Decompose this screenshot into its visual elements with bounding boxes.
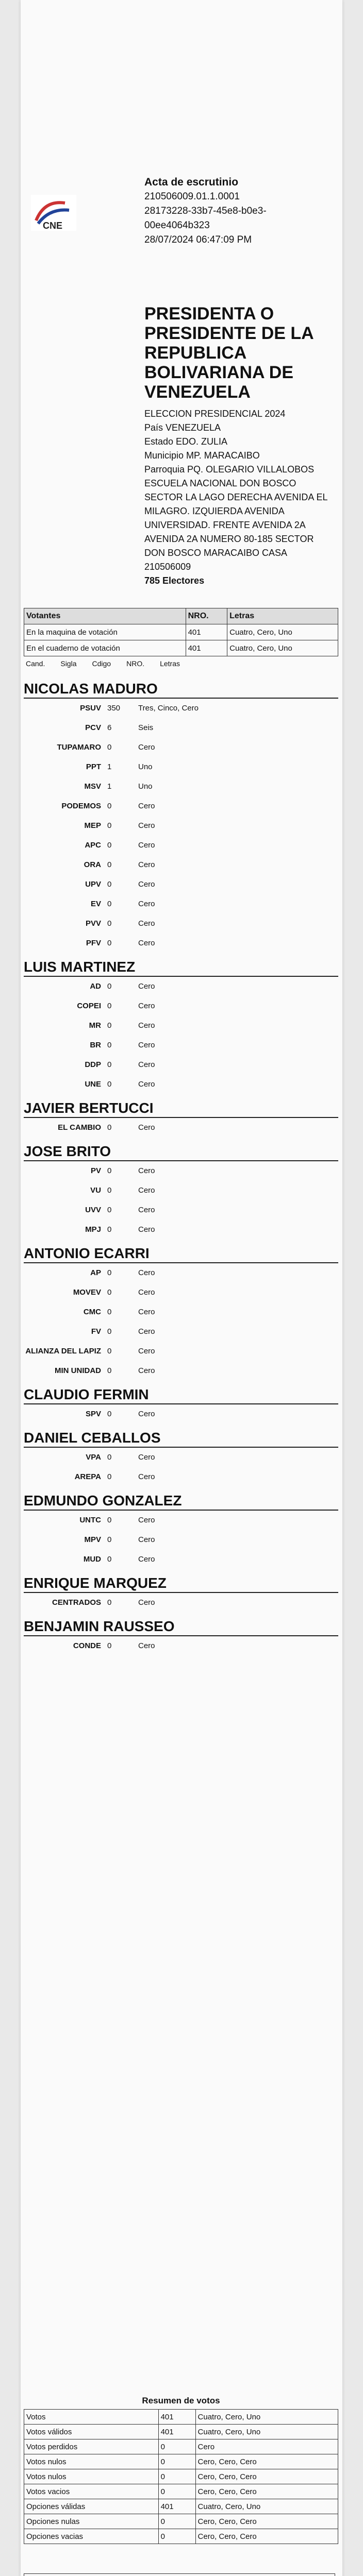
acta-hash-1: 28173228-33b7-45e8-b0e3-: [144, 206, 267, 216]
candidate-section: [24, 1492, 338, 1569]
table-row: [24, 2529, 338, 2544]
party-letras: Cero: [138, 919, 155, 928]
candidate-section: [24, 1618, 338, 1656]
party-letras: Cero: [138, 1347, 155, 1355]
party-row: [24, 1550, 338, 1569]
party-letras: Uno: [138, 762, 153, 771]
party-votes: 0: [107, 1555, 112, 1564]
party-votes: 0: [107, 1123, 112, 1132]
party-letras: Cero: [138, 743, 155, 752]
party-sigla: APC: [85, 841, 101, 850]
party-votes: 0: [107, 1166, 112, 1175]
parroquia-label: Parroquia PQ. OLEGARIO VILLALOBOS: [144, 464, 315, 474]
candidates-subheader: [26, 659, 335, 668]
acta-header: [144, 175, 335, 247]
party-sigla: UPV: [85, 880, 101, 889]
cell: Opciones válidas: [24, 2499, 159, 2514]
party-row: [24, 1636, 338, 1656]
party-letras: Cero: [138, 1641, 155, 1650]
party-sigla: PV: [90, 1166, 101, 1175]
party-letras: Uno: [138, 782, 153, 791]
party-sigla: AP: [90, 1268, 101, 1277]
cell: 401: [186, 640, 227, 656]
table-row: [24, 2514, 338, 2529]
party-letras: Cero: [138, 1366, 155, 1375]
table-row: [24, 2425, 338, 2439]
party-row: [24, 1161, 338, 1181]
party-row: [24, 1361, 338, 1381]
party-votes: 0: [107, 841, 112, 850]
candidate-section: [24, 1429, 338, 1487]
party-votes: 350: [107, 704, 121, 713]
party-row: [24, 1404, 338, 1424]
party-votes: 0: [107, 1327, 112, 1336]
party-letras: Cero: [138, 939, 155, 947]
party-sigla: CONDE: [73, 1641, 101, 1650]
party-sigla: UVV: [85, 1206, 101, 1214]
party-row: [24, 777, 338, 796]
party-sigla: PFV: [86, 939, 101, 947]
party-votes: 0: [107, 982, 112, 991]
party-row: [24, 1448, 338, 1467]
party-letras: Cero: [138, 1268, 155, 1277]
location-block: [144, 407, 335, 588]
party-sigla: CMC: [83, 1308, 101, 1316]
party-row: [24, 894, 338, 914]
party-votes: 0: [107, 802, 112, 810]
eleccion-label: ELECCION PRESIDENCIAL 2024: [144, 409, 286, 419]
party-row: [24, 1302, 338, 1322]
party-votes: 0: [107, 1002, 112, 1010]
party-votes: 0: [107, 1021, 112, 1030]
party-row: [24, 855, 338, 875]
party-row: [24, 1283, 338, 1302]
cell: 0: [158, 2439, 195, 2454]
votantes-letras-header: Letras: [227, 608, 338, 624]
party-row: [24, 1075, 338, 1094]
party-sigla: ALIANZA DEL LAPIZ: [25, 1347, 101, 1355]
party-sigla: PPT: [86, 762, 101, 771]
party-sigla: MIN UNIDAD: [55, 1366, 101, 1375]
party-row: [24, 1220, 338, 1240]
cell: 0: [158, 2514, 195, 2529]
party-sigla: VU: [90, 1186, 101, 1195]
party-sigla: SPV: [85, 1410, 101, 1418]
cell: Cuatro, Cero, Uno: [195, 2425, 338, 2439]
table-row: [24, 2484, 338, 2499]
party-letras: Cero: [138, 1002, 155, 1010]
candidate-name: ANTONIO ECARRI: [24, 1245, 338, 1263]
party-sigla: ORA: [84, 860, 101, 869]
party-votes: 0: [107, 919, 112, 928]
party-votes: 1: [107, 782, 112, 791]
party-votes: 0: [107, 1366, 112, 1375]
party-row: [24, 1467, 338, 1487]
cell: Votos válidos: [24, 2425, 159, 2439]
party-letras: Cero: [138, 1080, 155, 1089]
cell: 401: [186, 624, 227, 640]
party-votes: 0: [107, 1041, 112, 1049]
votantes-nro-header: NRO.: [186, 608, 227, 624]
party-sigla: AD: [90, 982, 101, 991]
party-row: [24, 914, 338, 934]
party-sigla: AREPA: [74, 1472, 101, 1481]
table-row: [24, 2439, 338, 2454]
party-sigla: CENTRADOS: [52, 1598, 101, 1607]
candidate-name: JAVIER BERTUCCI: [24, 1099, 338, 1118]
table-row: [24, 640, 338, 656]
party-letras: Cero: [138, 1206, 155, 1214]
party-row: [24, 1016, 338, 1036]
resumen-table: [24, 2409, 338, 2544]
candidate-name: NICOLAS MADURO: [24, 680, 338, 699]
acta-receipt: [21, 0, 342, 2576]
party-votes: 0: [107, 1080, 112, 1089]
acta-code: 210506009.01.1.0001: [144, 191, 240, 202]
party-votes: 0: [107, 1453, 112, 1462]
party-row: [24, 1036, 338, 1055]
estado-label: Estado EDO. ZULIA: [144, 436, 228, 447]
party-sigla: MR: [89, 1021, 101, 1030]
candidate-section: [24, 958, 338, 1094]
cell: Opciones vacias: [24, 2529, 159, 2544]
party-letras: Cero: [138, 841, 155, 850]
party-letras: Cero: [138, 1453, 155, 1462]
party-row: [24, 934, 338, 953]
party-letras: Cero: [138, 982, 155, 991]
observaciones-box: [24, 2573, 335, 2576]
pais-label: País VENEZUELA: [144, 422, 221, 433]
party-letras: Cero: [138, 900, 155, 908]
subheader-codigo: Cdigo: [92, 659, 111, 668]
subheader-cand: Cand.: [26, 659, 45, 668]
party-votes: 1: [107, 762, 112, 771]
party-votes: 0: [107, 880, 112, 889]
cell: Opciones nulas: [24, 2514, 159, 2529]
party-row: [24, 1200, 338, 1220]
cell: Cero, Cero, Cero: [195, 2484, 338, 2499]
centro-code: 210506009: [144, 562, 191, 572]
cell: Votos vacios: [24, 2484, 159, 2499]
candidate-section: [24, 1099, 338, 1138]
party-sigla: MSV: [84, 782, 101, 791]
party-sigla: EL CAMBIO: [58, 1123, 101, 1132]
municipio-label: Municipio MP. MARACAIBO: [144, 450, 260, 461]
party-row: [24, 1181, 338, 1200]
party-row: [24, 1511, 338, 1530]
party-letras: Seis: [138, 723, 154, 732]
party-row: [24, 1263, 338, 1283]
cell: Cero, Cero, Cero: [195, 2529, 338, 2544]
cell: 401: [158, 2410, 195, 2425]
party-sigla: PCV: [85, 723, 101, 732]
party-letras: Cero: [138, 1598, 155, 1607]
party-votes: 0: [107, 821, 112, 830]
party-sigla: MEP: [84, 821, 101, 830]
cell: 401: [158, 2425, 195, 2439]
candidate-name: LUIS MARTINEZ: [24, 958, 338, 977]
party-row: [24, 1342, 338, 1361]
cell: Cero, Cero, Cero: [195, 2454, 338, 2469]
cell: Cero, Cero, Cero: [195, 2514, 338, 2529]
party-letras: Cero: [138, 1225, 155, 1234]
party-letras: Cero: [138, 802, 155, 810]
party-sigla: COPEI: [77, 1002, 101, 1010]
party-letras: Cero: [138, 821, 155, 830]
party-letras: Cero: [138, 1041, 155, 1049]
party-row: [24, 836, 338, 855]
party-row: [24, 699, 338, 718]
candidate-section: [24, 1574, 338, 1613]
party-row: [24, 1530, 338, 1550]
party-sigla: MUD: [83, 1555, 101, 1564]
party-sigla: PSUV: [80, 704, 101, 713]
candidate-name: EDMUNDO GONZALEZ: [24, 1492, 338, 1511]
party-votes: 0: [107, 900, 112, 908]
candidate-name: DANIEL CEBALLOS: [24, 1429, 338, 1448]
party-sigla: MPV: [84, 1535, 101, 1544]
party-row: [24, 796, 338, 816]
resumen-title: Resumen de votos: [142, 2396, 220, 2405]
party-votes: 0: [107, 1308, 112, 1316]
votantes-header: Votantes: [24, 608, 186, 624]
svg-text:CNE: CNE: [42, 221, 63, 231]
candidate-section: [24, 1245, 338, 1381]
party-sigla: MPJ: [85, 1225, 101, 1234]
party-letras: Cero: [138, 1186, 155, 1195]
party-sigla: FV: [91, 1327, 101, 1336]
cne-logo: [29, 190, 78, 236]
party-row: [24, 816, 338, 836]
votantes-table: [24, 608, 338, 656]
party-votes: 0: [107, 1268, 112, 1277]
party-votes: 0: [107, 1410, 112, 1418]
subheader-letras: Letras: [160, 659, 180, 668]
subheader-sigla: Sigla: [60, 659, 77, 668]
party-row: [24, 1118, 338, 1138]
party-letras: Cero: [138, 1166, 155, 1175]
party-votes: 0: [107, 860, 112, 869]
party-letras: Cero: [138, 880, 155, 889]
escuela-label: ESCUELA NACIONAL DON BOSCO: [144, 478, 296, 488]
cell: Votos: [24, 2410, 159, 2425]
party-letras: Cero: [138, 1288, 155, 1297]
table-row: [24, 2454, 338, 2469]
cell: En el cuaderno de votación: [24, 640, 186, 656]
party-row: [24, 1322, 338, 1342]
party-letras: Cero: [138, 1060, 155, 1069]
party-votes: 0: [107, 1347, 112, 1355]
party-sigla: DDP: [85, 1060, 101, 1069]
electores-count: 785 Electores: [144, 575, 205, 586]
candidate-name: CLAUDIO FERMIN: [24, 1386, 338, 1404]
party-row: [24, 875, 338, 894]
party-row: [24, 996, 338, 1016]
party-letras: Cero: [138, 1327, 155, 1336]
party-sigla: VPA: [86, 1453, 101, 1462]
cell: 0: [158, 2469, 195, 2484]
candidate-section: [24, 1143, 338, 1240]
acta-hash-2: 00ee4064b323: [144, 220, 210, 231]
party-votes: 0: [107, 1186, 112, 1195]
table-row: [24, 624, 338, 640]
candidate-name: BENJAMIN RAUSSEO: [24, 1618, 338, 1636]
party-row: [24, 718, 338, 738]
party-sigla: PODEMOS: [61, 802, 101, 810]
candidate-name: ENRIQUE MARQUEZ: [24, 1574, 338, 1593]
cell: Votos nulos: [24, 2469, 159, 2484]
party-letras: Cero: [138, 1308, 155, 1316]
party-letras: Cero: [138, 1021, 155, 1030]
party-row: [24, 757, 338, 777]
table-row: [24, 2469, 338, 2484]
candidate-section: [24, 680, 338, 953]
party-votes: 0: [107, 1472, 112, 1481]
party-votes: 0: [107, 1206, 112, 1214]
party-row: [24, 977, 338, 996]
party-sigla: UNTC: [79, 1516, 101, 1524]
acta-datetime: 28/07/2024 06:47:09 PM: [144, 234, 252, 245]
cell: En la maquina de votación: [24, 624, 186, 640]
party-sigla: UNE: [85, 1080, 101, 1089]
party-votes: 0: [107, 1535, 112, 1544]
party-votes: 0: [107, 1516, 112, 1524]
cell: Cuatro, Cero, Uno: [195, 2499, 338, 2514]
table-row: [24, 2410, 338, 2425]
party-votes: 0: [107, 1641, 112, 1650]
subheader-nro: NRO.: [126, 659, 145, 668]
cell: 0: [158, 2484, 195, 2499]
party-letras: Cero: [138, 1123, 155, 1132]
party-votes: 0: [107, 939, 112, 947]
candidate-name: JOSE BRITO: [24, 1143, 338, 1161]
cell: Votos nulos: [24, 2454, 159, 2469]
party-sigla: MOVEV: [73, 1288, 101, 1297]
cell: 401: [158, 2499, 195, 2514]
table-row: [24, 2499, 338, 2514]
direccion-label: SECTOR LA LAGO DERECHA AVENIDA EL MILAGRO. IZQUIERDA AVENIDA UNIVERSIDAD. FRENTE AVENIDA 2A AVENIDA 2A NUMERO 80-185 SECTOR DON BOSCO MARACAIBO CASA: [144, 492, 327, 558]
cell: Cuatro, Cero, Uno: [227, 624, 338, 640]
acta-title: Acta de escrutinio: [144, 176, 239, 188]
party-letras: Cero: [138, 860, 155, 869]
party-sigla: PVV: [85, 919, 101, 928]
party-row: [24, 1055, 338, 1075]
party-letras: Cero: [138, 1555, 155, 1564]
party-row: [24, 738, 338, 757]
cell: Cero: [195, 2439, 338, 2454]
party-letras: Cero: [138, 1472, 155, 1481]
cell: Cero, Cero, Cero: [195, 2469, 338, 2484]
cell: Cuatro, Cero, Uno: [227, 640, 338, 656]
party-sigla: BR: [90, 1041, 101, 1049]
candidate-section: [24, 1386, 338, 1424]
party-sigla: TUPAMARO: [57, 743, 101, 752]
party-letras: Tres, Cinco, Cero: [138, 704, 199, 713]
election-title: PRESIDENTA O PRESIDENTE DE LA REPUBLICA BOLIVARIANA DE VENEZUELA: [144, 304, 314, 402]
party-row: [24, 1593, 338, 1613]
party-votes: 0: [107, 1060, 112, 1069]
cell: Cuatro, Cero, Uno: [195, 2410, 338, 2425]
party-letras: Cero: [138, 1535, 155, 1544]
cell: 0: [158, 2454, 195, 2469]
cell: 0: [158, 2529, 195, 2544]
party-votes: 0: [107, 1598, 112, 1607]
party-letras: Cero: [138, 1410, 155, 1418]
resumen-section: [24, 2396, 338, 2544]
party-votes: 0: [107, 743, 112, 752]
party-votes: 6: [107, 723, 112, 732]
party-letras: Cero: [138, 1516, 155, 1524]
party-votes: 0: [107, 1225, 112, 1234]
party-sigla: EV: [90, 900, 101, 908]
cell: Votos perdidos: [24, 2439, 159, 2454]
party-votes: 0: [107, 1288, 112, 1297]
